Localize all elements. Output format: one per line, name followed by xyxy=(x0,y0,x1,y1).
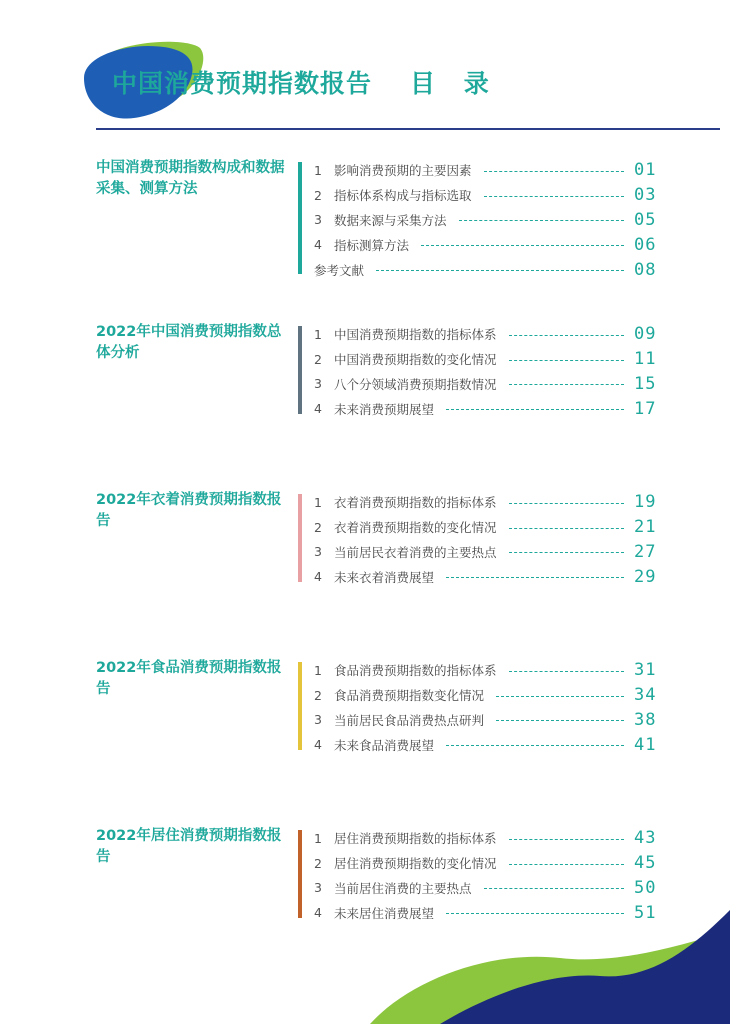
corner-wave-decoration xyxy=(370,910,730,1024)
toc-page-number: 31 xyxy=(634,660,657,681)
toc-entry-label: 当前居民食品消费热点研判 xyxy=(334,712,485,728)
section-color-bar xyxy=(298,326,302,414)
toc-entry-label: 居住消费预期指数的指标体系 xyxy=(334,831,497,847)
toc-entry-label: 食品消费预期指数的指标体系 xyxy=(334,663,497,679)
toc-page-number: 08 xyxy=(634,259,657,280)
toc-entry-label: 中国消费预期指数的指标体系 xyxy=(334,327,497,343)
section-title: 中国消费预期指数构成和数据采集、测算方法 xyxy=(96,160,285,197)
toc-entry-label: 未来衣着消费展望 xyxy=(334,569,435,585)
toc-entry-label: 中国消费预期指数的变化情况 xyxy=(334,352,497,368)
dot-leader xyxy=(509,360,624,361)
toc-page-number: 43 xyxy=(634,828,657,849)
toc-entry[interactable]: 2 衣着消费预期指数的变化情况 21 xyxy=(314,517,657,538)
toc-entry[interactable]: 4 未来衣着消费展望 29 xyxy=(314,566,657,587)
toc-entry[interactable]: 3 当前居民食品消费热点研判 38 xyxy=(314,709,657,730)
toc-page-number: 05 xyxy=(634,209,657,230)
toc-entry-label: 指标测算方法 xyxy=(334,237,410,253)
toc-entry[interactable]: 4 未来居住消费展望 51 xyxy=(314,902,657,923)
toc-entry[interactable]: 4 未来食品消费展望 41 xyxy=(314,734,657,755)
toc-entry-label: 居住消费预期指数的变化情况 xyxy=(334,856,497,872)
toc-entry-label: 未来消费预期展望 xyxy=(334,401,435,417)
toc-page-number: 41 xyxy=(634,734,657,755)
toc-entry[interactable]: 3 数据来源与采集方法 05 xyxy=(314,209,657,230)
toc-page-number: 45 xyxy=(634,853,657,874)
toc-label: 目 录 xyxy=(410,69,499,98)
toc-entry[interactable]: 3 当前居住消费的主要热点 50 xyxy=(314,877,657,898)
toc-entry[interactable]: 2 指标体系构成与指标选取 03 xyxy=(314,185,657,206)
section-color-bar xyxy=(298,494,302,582)
page-title xyxy=(112,64,499,100)
toc-entry-label: 食品消费预期指数变化情况 xyxy=(334,688,485,704)
dot-leader xyxy=(509,384,624,385)
toc-entry-label: 衣着消费预期指数的指标体系 xyxy=(334,495,497,511)
report-title: 中国消费预期指数报告 xyxy=(112,69,373,98)
toc-page-number: 06 xyxy=(634,234,657,255)
header-divider xyxy=(96,128,720,130)
dot-leader xyxy=(484,196,624,197)
toc-entry[interactable]: 2 居住消费预期指数的变化情况 45 xyxy=(314,853,657,874)
toc-entry[interactable]: 1 中国消费预期指数的指标体系 09 xyxy=(314,324,657,345)
toc-entry[interactable]: 3 八个分领域消费预期指数情况 15 xyxy=(314,373,657,394)
section-title: 2022年中国消费预期指数总体分析 xyxy=(96,324,282,361)
toc-page-number: 19 xyxy=(634,492,657,513)
dot-leader xyxy=(446,577,624,578)
toc-page-number: 03 xyxy=(634,185,657,206)
dot-leader xyxy=(459,220,624,221)
dot-leader xyxy=(509,503,624,504)
section-color-bar xyxy=(298,830,302,918)
toc-entry-label: 当前居民衣着消费的主要热点 xyxy=(334,544,497,560)
dot-leader xyxy=(484,888,624,889)
toc-entry[interactable] xyxy=(314,257,658,282)
toc-entry[interactable]: 1 食品消费预期指数的指标体系 31 xyxy=(314,660,657,681)
toc-page-number: 34 xyxy=(634,685,657,706)
dot-leader xyxy=(421,245,624,246)
toc-entry-label: 未来食品消费展望 xyxy=(334,737,435,753)
dot-leader xyxy=(446,745,624,746)
dot-leader xyxy=(446,409,624,410)
toc-page-number: 09 xyxy=(634,324,657,345)
toc-page-number: 01 xyxy=(634,160,657,181)
dot-leader xyxy=(509,864,624,865)
toc-entry-label: 数据来源与采集方法 xyxy=(334,212,447,228)
dot-leader xyxy=(509,671,624,672)
toc-entry-label: 参考文献 xyxy=(314,262,365,278)
toc-page-number: 15 xyxy=(634,373,657,394)
section-title: 2022年居住消费预期指数报告 xyxy=(96,828,282,865)
section-color-bar xyxy=(298,662,302,750)
toc-page-number: 38 xyxy=(634,709,657,730)
toc-entry[interactable]: 1 衣着消费预期指数的指标体系 19 xyxy=(314,492,657,513)
toc-page-number: 29 xyxy=(634,566,657,587)
toc-entry[interactable]: 2 中国消费预期指数的变化情况 11 xyxy=(314,349,657,370)
dot-leader xyxy=(496,696,624,697)
toc-entry-label: 衣着消费预期指数的变化情况 xyxy=(334,520,497,536)
dot-leader xyxy=(376,270,624,271)
section-title: 2022年食品消费预期指数报告 xyxy=(96,660,282,697)
toc-entry[interactable]: 4 指标测算方法 06 xyxy=(314,234,657,255)
section-title: 2022年衣着消费预期指数报告 xyxy=(96,492,282,529)
toc-page-number: 11 xyxy=(634,349,657,370)
toc-page-number: 17 xyxy=(634,398,657,419)
toc-entry-label: 八个分领域消费预期指数情况 xyxy=(334,376,497,392)
dot-leader xyxy=(509,552,624,553)
toc-page-number: 21 xyxy=(634,517,657,538)
dot-leader xyxy=(509,528,624,529)
toc-entry[interactable]: 1 居住消费预期指数的指标体系 43 xyxy=(314,828,657,849)
toc-entry-label: 未来居住消费展望 xyxy=(334,905,435,921)
toc-entry-label: 指标体系构成与指标选取 xyxy=(334,188,472,204)
toc-entry[interactable]: 1 影响消费预期的主要因素 01 xyxy=(314,160,657,181)
toc-entry-label: 影响消费预期的主要因素 xyxy=(334,163,472,179)
toc-entry[interactable]: 2 食品消费预期指数变化情况 34 xyxy=(314,685,657,706)
section-color-bar xyxy=(298,162,302,274)
dot-leader xyxy=(484,171,624,172)
toc-entry[interactable]: 4 未来消费预期展望 17 xyxy=(314,398,657,419)
dot-leader xyxy=(509,335,624,336)
toc-page-number: 27 xyxy=(634,541,657,562)
dot-leader xyxy=(496,720,624,721)
toc-page-number: 50 xyxy=(634,877,657,898)
toc-page-number: 51 xyxy=(634,902,657,923)
dot-leader xyxy=(509,839,624,840)
toc-entry[interactable]: 3 当前居民衣着消费的主要热点 27 xyxy=(314,541,657,562)
toc-entry-label: 当前居住消费的主要热点 xyxy=(334,880,472,896)
